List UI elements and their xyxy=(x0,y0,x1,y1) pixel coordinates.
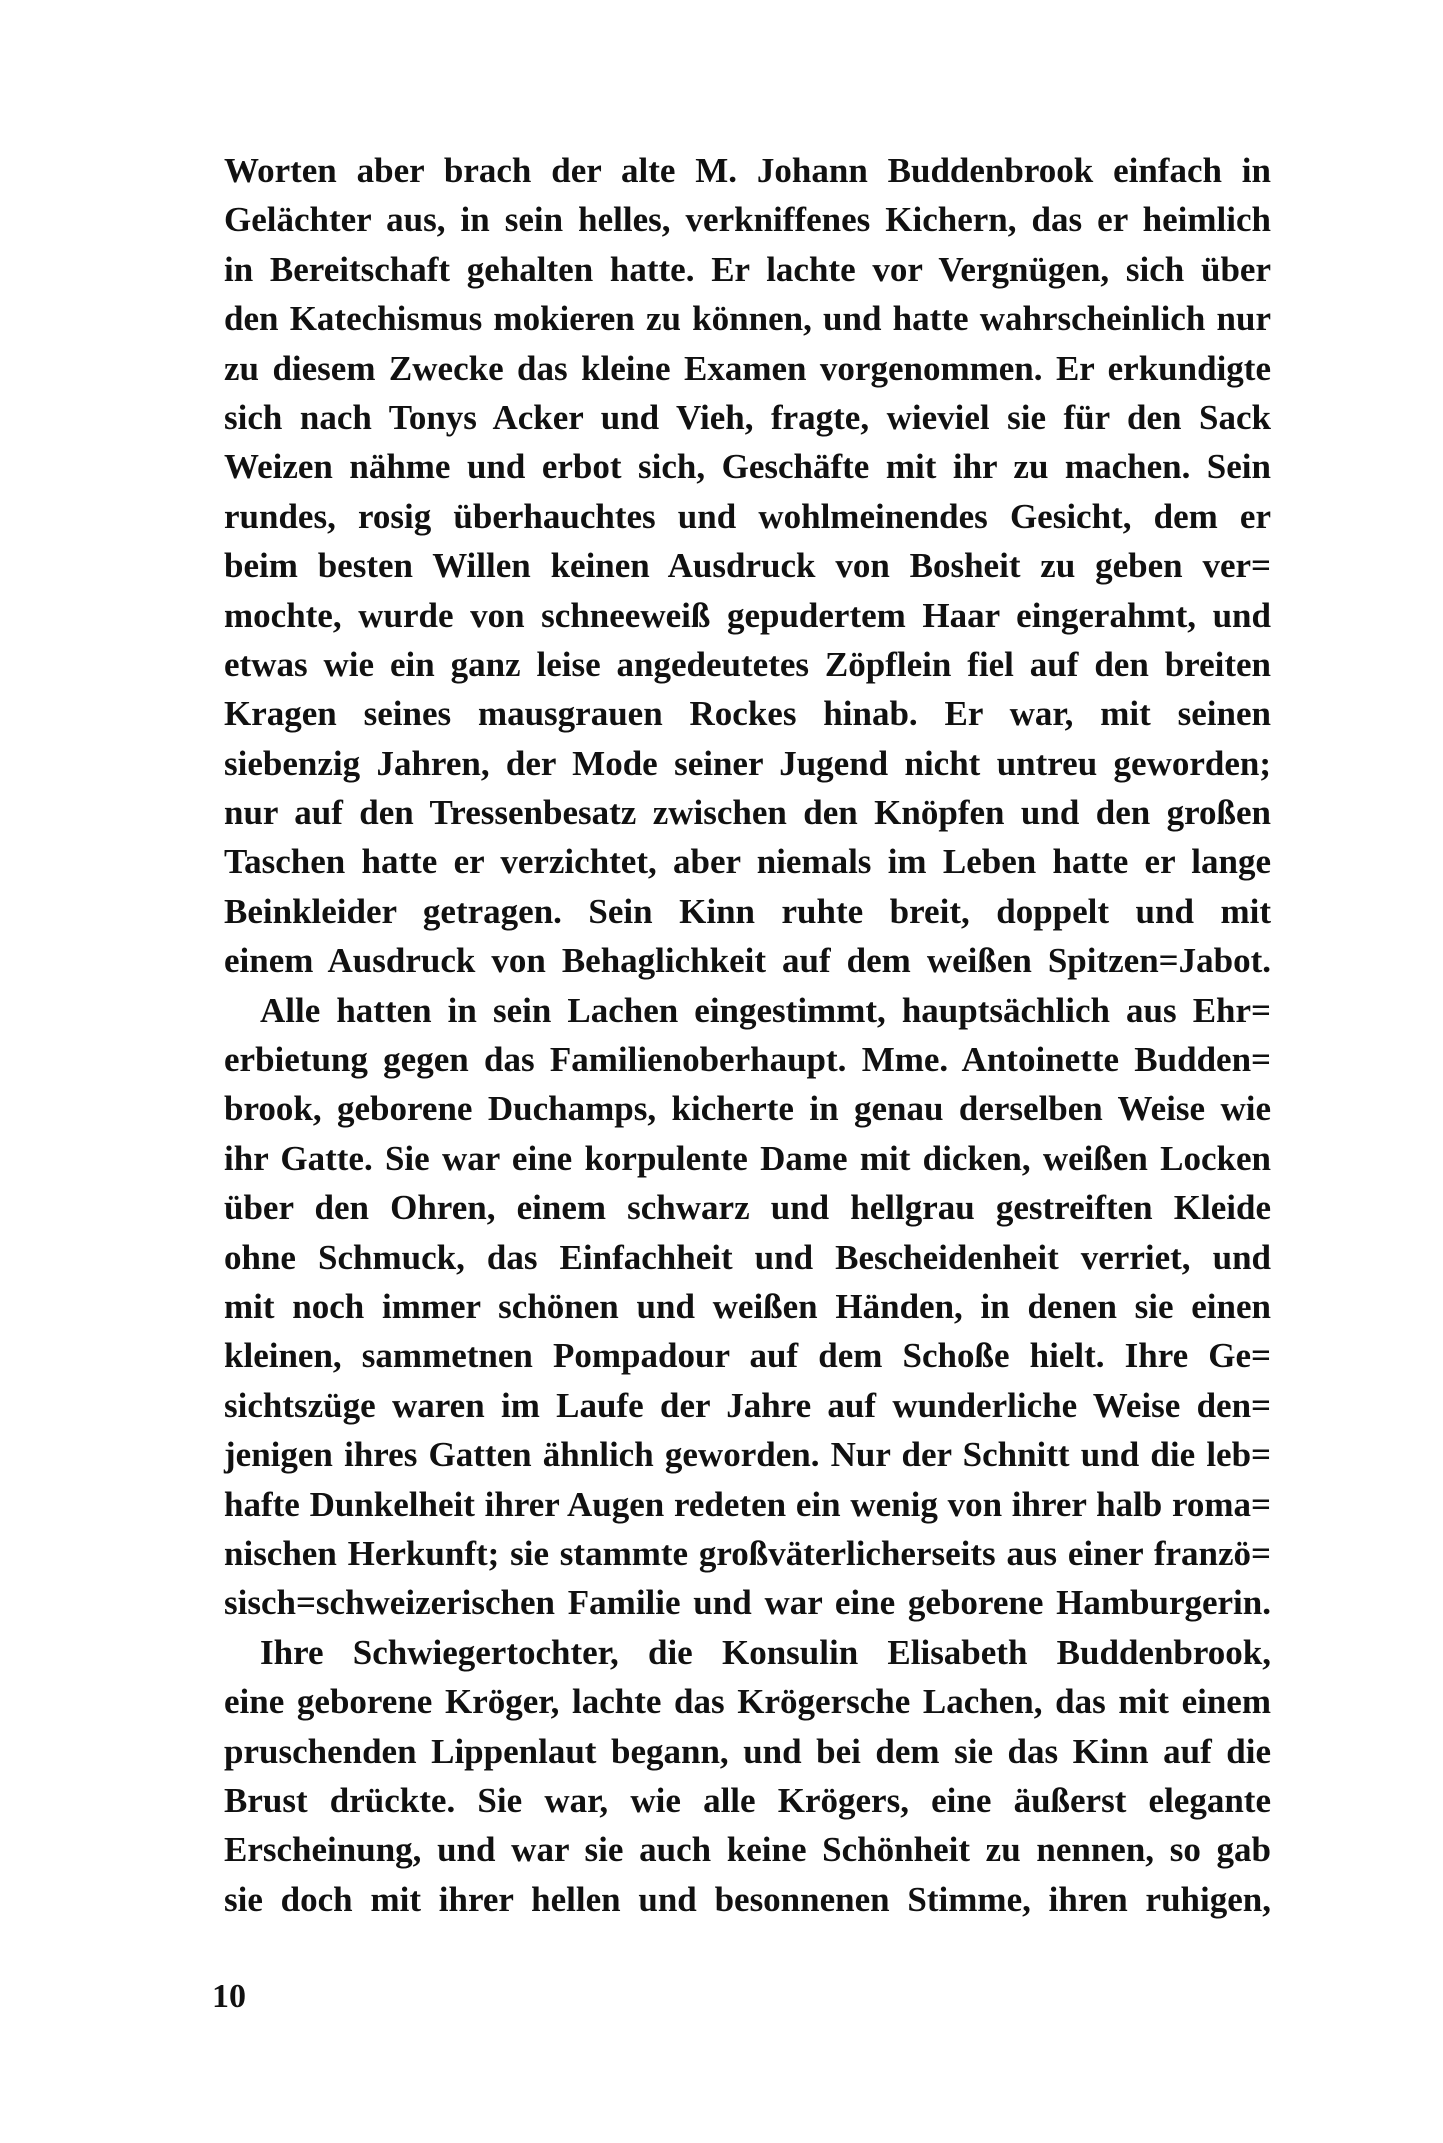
text-line: sisch=schweizerischen Familie und war eine geborene Hamburgerin. xyxy=(224,1583,1271,1623)
page-number: 10 xyxy=(212,1978,246,2015)
text-line: sichtszüge waren im Laufe der Jahre auf wunderliche Weise den= xyxy=(224,1385,1271,1425)
text-line: eine geborene Kröger, lachte das Krögersche Lachen, das mit einem xyxy=(224,1682,1271,1722)
text-line: sie doch mit ihrer hellen und besonnenen Stimme, ihren ruhigen, xyxy=(224,1879,1271,1919)
text-line: Kragen seines mausgrauen Rockes hinab. Er war, mit seinen xyxy=(224,694,1271,734)
text-line: mochte, wurde von schneeweiß gepudertem Haar eingerahmt, und xyxy=(224,595,1271,635)
text-line: mit noch immer schönen und weißen Händen, in denen sie einen xyxy=(224,1286,1271,1326)
text-line: einem Ausdruck von Behaglichkeit auf dem weißen Spitzen=Jabot. xyxy=(224,941,1271,981)
body-text xyxy=(224,146,1271,1924)
text-line: Weizen nähme und erbot sich, Geschäfte mit ihr zu machen. Sein xyxy=(224,447,1271,487)
text-line: siebenzig Jahren, der Mode seiner Jugend nicht untreu geworden; xyxy=(224,743,1271,783)
text-line: etwas wie ein ganz leise angedeutetes Zöpflein fiel auf den breiten xyxy=(224,644,1271,684)
text-line: jenigen ihres Gatten ähnlich geworden. Nur der Schnitt und die leb= xyxy=(224,1435,1271,1475)
text-line: Ihre Schwiegertochter, die Konsulin Elisabeth Buddenbrook, xyxy=(260,1632,1271,1672)
text-line: Brust drückte. Sie war, wie alle Krögers, eine äußerst elegante xyxy=(224,1780,1271,1820)
text-line: nur auf den Tressenbesatz zwischen den Knöpfen und den großen xyxy=(224,793,1271,833)
text-line: Gelächter aus, in sein helles, verkniffenes Kichern, das er heimlich xyxy=(224,200,1271,240)
paragraph xyxy=(224,1628,1271,1924)
text-line: brook, geborene Duchamps, kicherte in genau derselben Weise wie xyxy=(224,1089,1271,1129)
text-line: in Bereitschaft gehalten hatte. Er lachte vor Vergnügen, sich über xyxy=(224,249,1271,289)
text-line: rundes, rosig überhauchtes und wohlmeinendes Gesicht, dem er xyxy=(224,496,1271,536)
text-line: über den Ohren, einem schwarz und hellgrau gestreiften Kleide xyxy=(224,1188,1271,1228)
text-line: Worten aber brach der alte M. Johann Buddenbrook einfach in xyxy=(224,151,1271,190)
text-line: zu diesem Zwecke das kleine Examen vorgenommen. Er erkundigte xyxy=(224,348,1271,388)
text-line: beim besten Willen keinen Ausdruck von Bosheit zu geben ver= xyxy=(224,546,1271,586)
text-line: ohne Schmuck, das Einfachheit und Bescheidenheit verriet, und xyxy=(224,1237,1271,1277)
text-line: kleinen, sammetnen Pompadour auf dem Schoße hielt. Ihre Ge= xyxy=(224,1336,1271,1376)
text-line: den Katechismus mokieren zu können, und hatte wahrscheinlich nur xyxy=(224,299,1271,339)
text-line: Alle hatten in sein Lachen eingestimmt, hauptsächlich aus Ehr= xyxy=(260,990,1271,1030)
text-line: Erscheinung, und war sie auch keine Schönheit zu nennen, so gab xyxy=(224,1830,1271,1870)
paragraph xyxy=(224,986,1271,1628)
text-line: nischen Herkunft; sie stammte großväterlicherseits aus einer franzö= xyxy=(224,1533,1271,1573)
text-line: erbietung gegen das Familienoberhaupt. Mme. Antoinette Budden= xyxy=(224,1040,1271,1080)
text-line: pruschenden Lippenlaut begann, und bei dem sie das Kinn auf die xyxy=(224,1731,1271,1771)
text-line: ihr Gatte. Sie war eine korpulente Dame mit dicken, weißen Locken xyxy=(224,1138,1271,1178)
text-line: sich nach Tonys Acker und Vieh, fragte, wieviel sie für den Sack xyxy=(224,397,1271,437)
text-line: hafte Dunkelheit ihrer Augen redeten ein wenig von ihrer halb roma= xyxy=(224,1484,1271,1524)
text-line: Beinkleider getragen. Sein Kinn ruhte breit, doppelt und mit xyxy=(224,891,1271,931)
text-line: Taschen hatte er verzichtet, aber niemals im Leben hatte er lange xyxy=(224,842,1271,882)
paragraph xyxy=(224,146,1271,986)
